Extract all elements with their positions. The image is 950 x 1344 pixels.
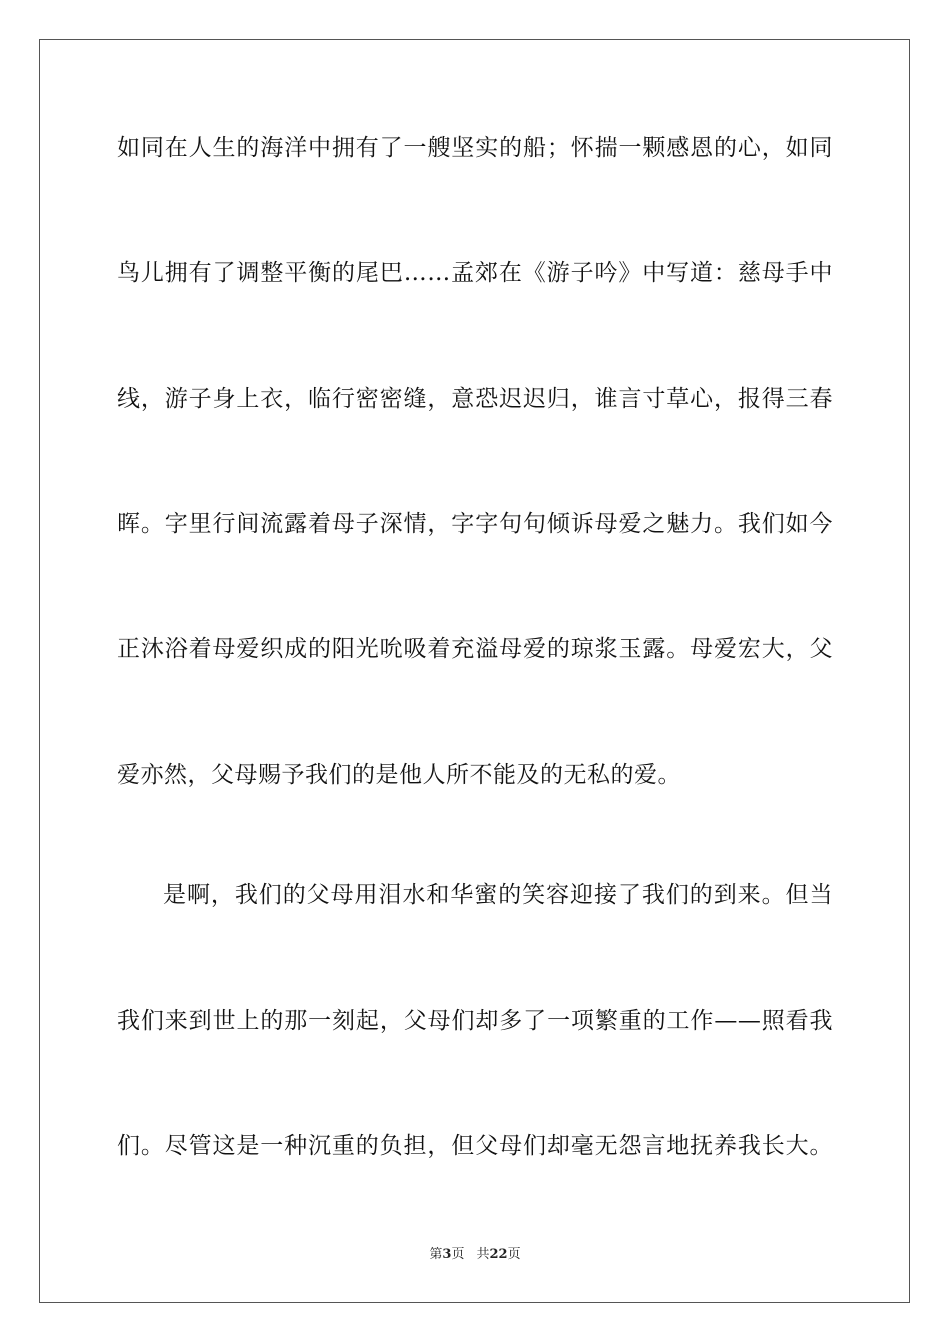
page-border (39, 39, 910, 1303)
body-text-line: 线，游子身上衣，临行密密缝，意恐迟迟归，谁言寸草心，报得三春 (117, 386, 833, 412)
body-text-line: 如同在人生的海洋中拥有了一艘坚实的船；怀揣一颗感恩的心，如同 (117, 135, 833, 161)
body-text-line: 们。尽管这是一种沉重的负担，但父母们却毫无怨言地抚养我长大。 (117, 1133, 833, 1159)
body-text-line: 鸟儿拥有了调整平衡的尾巴……孟郊在《游子吟》中写道：慈母手中 (117, 260, 833, 286)
body-text-line: 爱亦然，父母赐予我们的是他人所不能及的无私的爱。 (117, 762, 681, 788)
page-number: 3 (442, 1247, 452, 1262)
page-suffix: 页 (451, 1247, 465, 1262)
body-text-line: 正沐浴着母爱织成的阳光吮吸着充溢母爱的琼浆玉露。母爱宏大，父 (117, 636, 833, 662)
body-text-line: 晖。字里行间流露着母子深情，字字句句倾诉母爱之魅力。我们如今 (117, 511, 833, 537)
paragraph-first-line: 是啊，我们的父母用泪水和华蜜的笑容迎接了我们的到来。但当 (163, 882, 833, 908)
page-prefix: 第 (429, 1247, 443, 1262)
page-footer (0, 1247, 950, 1263)
total-suffix: 页 (507, 1247, 521, 1262)
total-prefix: 共 (476, 1247, 490, 1262)
total-pages: 22 (489, 1247, 508, 1262)
body-text-line: 我们来到世上的那一刻起，父母们却多了一项繁重的工作——照看我 (117, 1008, 833, 1034)
